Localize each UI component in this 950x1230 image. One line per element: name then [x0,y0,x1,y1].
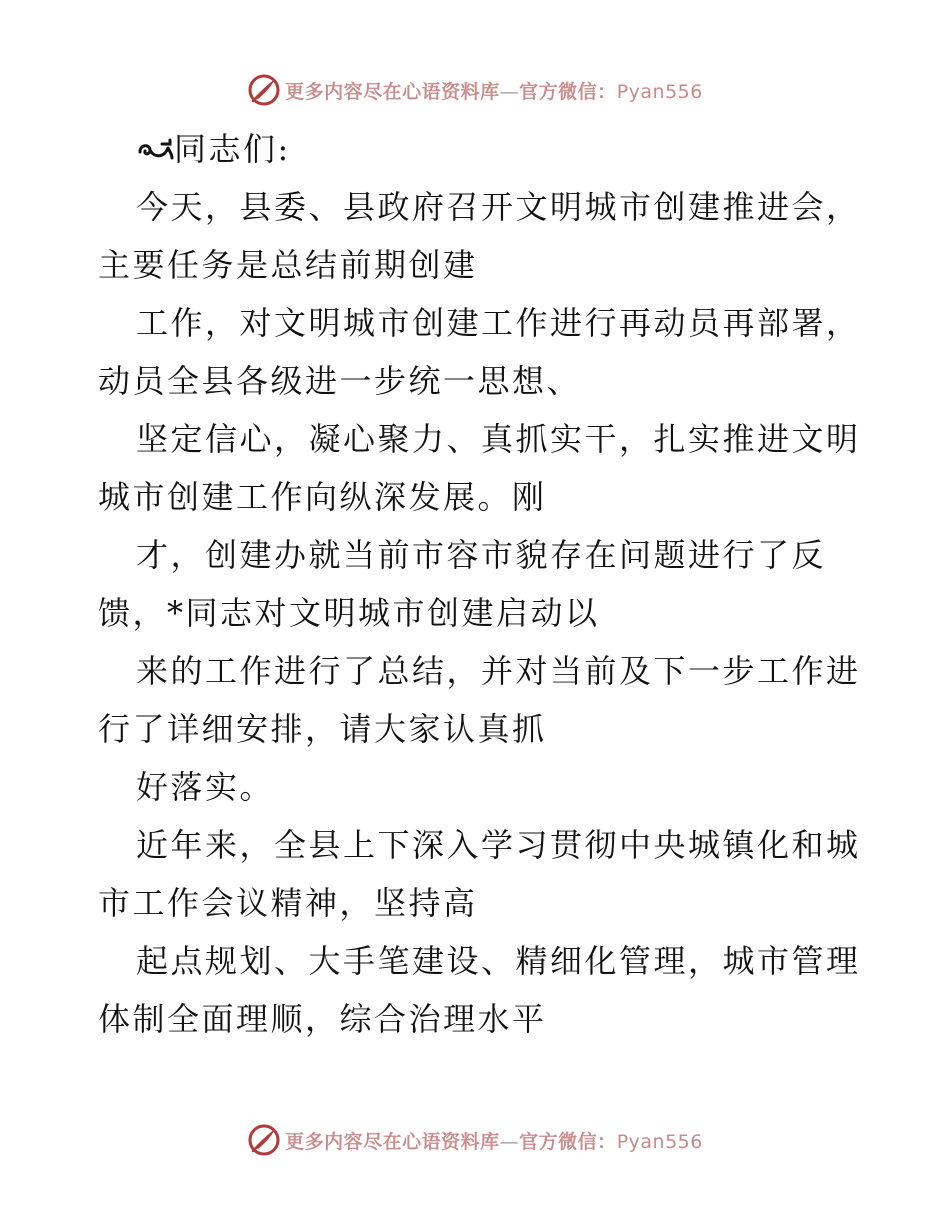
paragraph-line: 今天，县委、县政府召开文明城市创建推进会， [136,188,861,226]
paragraph-line: 动员全县各级进一步统一思想、 [98,362,582,400]
paragraph-line: 工作，对文明城市创建工作进行再动员再部署， [136,304,861,342]
footer-watermark [0,1120,950,1160]
paragraph-line: 市工作会议精神，坚持高 [98,884,478,922]
watermark-text: 更多内容尽在心语资料库—官方微信：Pyan556 [285,80,703,103]
greeting-text: 同志们: [174,130,291,168]
paragraph-line: 来的工作进行了总结，并对当前及下一步工作进 [136,652,861,690]
paragraph-line: 主要任务是总结前期创建 [98,246,478,284]
header-watermark [0,70,950,110]
document-body [98,120,861,1048]
quill-logo-icon [247,73,281,107]
paragraph-line: 才，创建办就当前市容市貌存在问题进行了反 [136,536,827,574]
paragraph-line: 起点规划、大手笔建设、精细化管理，城市管理 [136,942,861,980]
paragraph-line: 城市创建工作向纵深发展。刚 [98,478,547,516]
paragraph-line: 体制全面理顺，综合治理水平 [98,1000,547,1038]
greeting-line [98,120,858,178]
paragraph-line: 行了详细安排，请大家认真抓 [98,710,547,748]
paragraph-line: 馈，*同志对文明城市创建启动以 [98,594,600,632]
paragraph-line: 好落实。 [136,768,275,806]
ornament-swirl-icon [136,136,174,164]
quill-logo-icon [247,1123,281,1157]
paragraph-line: 坚定信心，凝心聚力、真抓实干，扎实推进文明 [136,420,861,458]
paragraph-line: 近年来，全县上下深入学习贯彻中央城镇化和城 [136,826,861,864]
watermark-text: 更多内容尽在心语资料库—官方微信：Pyan556 [285,1130,703,1153]
